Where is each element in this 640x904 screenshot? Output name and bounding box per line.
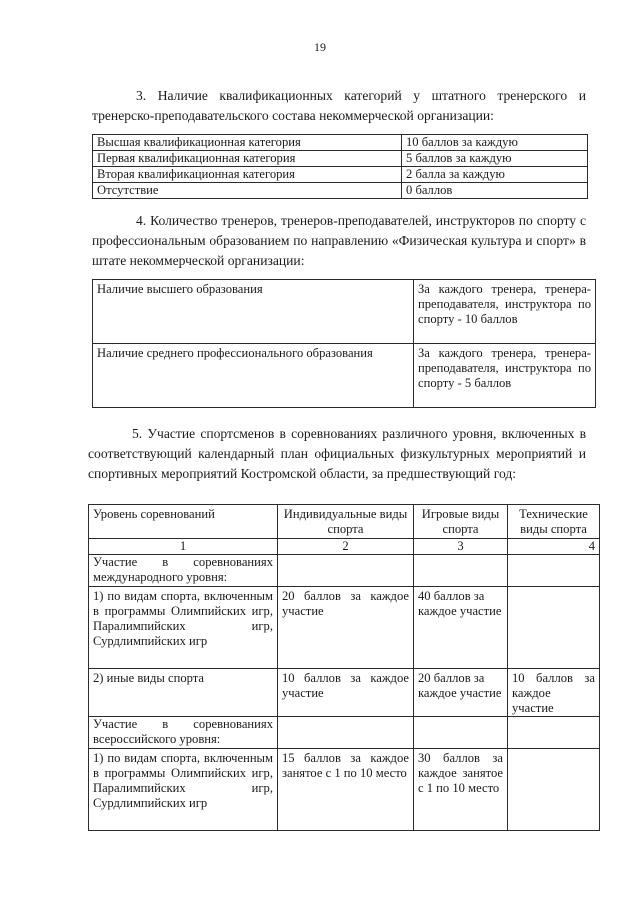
- header-team-sports: Игровые виды спорта: [414, 505, 508, 539]
- education-table: [92, 279, 596, 408]
- header-competition-level: Уровень соревнований: [89, 505, 278, 539]
- category-points: 10 баллов за каждую: [402, 135, 588, 151]
- empty-cell: [278, 717, 414, 749]
- qualification-categories-table: [92, 134, 588, 199]
- column-number: 2: [278, 539, 414, 555]
- education-points: За каждого тренера, тренера-преподавателя, инструктора по спорту - 10 баллов: [414, 280, 596, 344]
- international-other-technical: 10 баллов за каждое участие: [508, 669, 600, 717]
- table-row: [89, 587, 600, 669]
- education-label: Наличие среднего профессионального образования: [93, 344, 414, 408]
- international-other-individual: 10 баллов за каждое участие: [278, 669, 414, 717]
- category-label: Высшая квалификационная категория: [93, 135, 402, 151]
- category-points: 5 баллов за каждую: [402, 151, 588, 167]
- category-points: 0 баллов: [402, 183, 588, 199]
- empty-cell: [508, 717, 600, 749]
- national-olympic-individual: 15 баллов за каждое занятое с 1 по 10 место: [278, 749, 414, 831]
- table-row: [93, 151, 588, 167]
- category-label: Отсутствие: [93, 183, 402, 199]
- international-olympic-individual: 20 баллов за каждое участие: [278, 587, 414, 669]
- empty-cell: [278, 555, 414, 587]
- competitions-table: [88, 504, 600, 831]
- international-other-label: 2) иные виды спорта: [89, 669, 278, 717]
- international-olympic-technical: [508, 587, 600, 669]
- empty-cell: [414, 717, 508, 749]
- page-number: 19: [314, 40, 326, 54]
- international-olympic-team: 40 баллов за каждое участие: [414, 587, 508, 669]
- national-olympic-technical: [508, 749, 600, 831]
- international-olympic-label: 1) по видам спорта, включенным в программы Олимпийских игр, Паралимпийских игр, Сурдлимпийских игр: [89, 587, 278, 669]
- header-individual-sports: Индивидуальные виды спорта: [278, 505, 414, 539]
- column-number-row: [89, 539, 600, 555]
- education-points: За каждого тренера, тренера-преподавателя, инструктора по спорту - 5 баллов: [414, 344, 596, 408]
- empty-cell: [508, 555, 600, 587]
- empty-cell: [414, 555, 508, 587]
- table-row: [89, 717, 600, 749]
- international-heading: Участие в соревнованиях международного уровня:: [89, 555, 278, 587]
- table-row: [89, 669, 600, 717]
- column-number: 4: [508, 539, 600, 555]
- column-number: 3: [414, 539, 508, 555]
- table-row: [93, 167, 588, 183]
- category-label: Вторая квалификационная категория: [93, 167, 402, 183]
- category-points: 2 балла за каждую: [402, 167, 588, 183]
- table-row: [89, 555, 600, 587]
- header-technical-sports: Технические виды спорта: [508, 505, 600, 539]
- table-row: [89, 749, 600, 831]
- table-row: [93, 344, 596, 408]
- table-row: [93, 135, 588, 151]
- section-3-paragraph: 3. Наличие квалификационных категорий у штатного тренерского и тренерско-преподавательского состава некоммерческой организации:: [92, 88, 586, 123]
- section-5-paragraph: 5. Участие спортсменов в соревнованиях различного уровня, включенных в соответствующий календарный план официальных физкультурных мероприятий и спортивных мероприятий Костромской области, за предшествующий год:: [88, 426, 586, 481]
- table-row: [93, 183, 588, 199]
- national-olympic-team: 30 баллов за каждое занятое с 1 по 10 место: [414, 749, 508, 831]
- category-label: Первая квалификационная категория: [93, 151, 402, 167]
- section-4-paragraph: 4. Количество тренеров, тренеров-преподавателей, инструкторов по спорту с профессиональным образованием по направлению «Физическая культура и спорт» в штате некоммерческой организации:: [92, 213, 586, 268]
- national-olympic-label: 1) по видам спорта, включенным в программы Олимпийских игр, Паралимпийских игр, Сурдлимпийских игр: [89, 749, 278, 831]
- national-heading: Участие в соревнованиях всероссийского уровня:: [89, 717, 278, 749]
- table-header-row: [89, 505, 600, 539]
- international-other-team: 20 баллов за каждое участие: [414, 669, 508, 717]
- column-number: 1: [89, 539, 278, 555]
- table-row: [93, 280, 596, 344]
- education-label: Наличие высшего образования: [93, 280, 414, 344]
